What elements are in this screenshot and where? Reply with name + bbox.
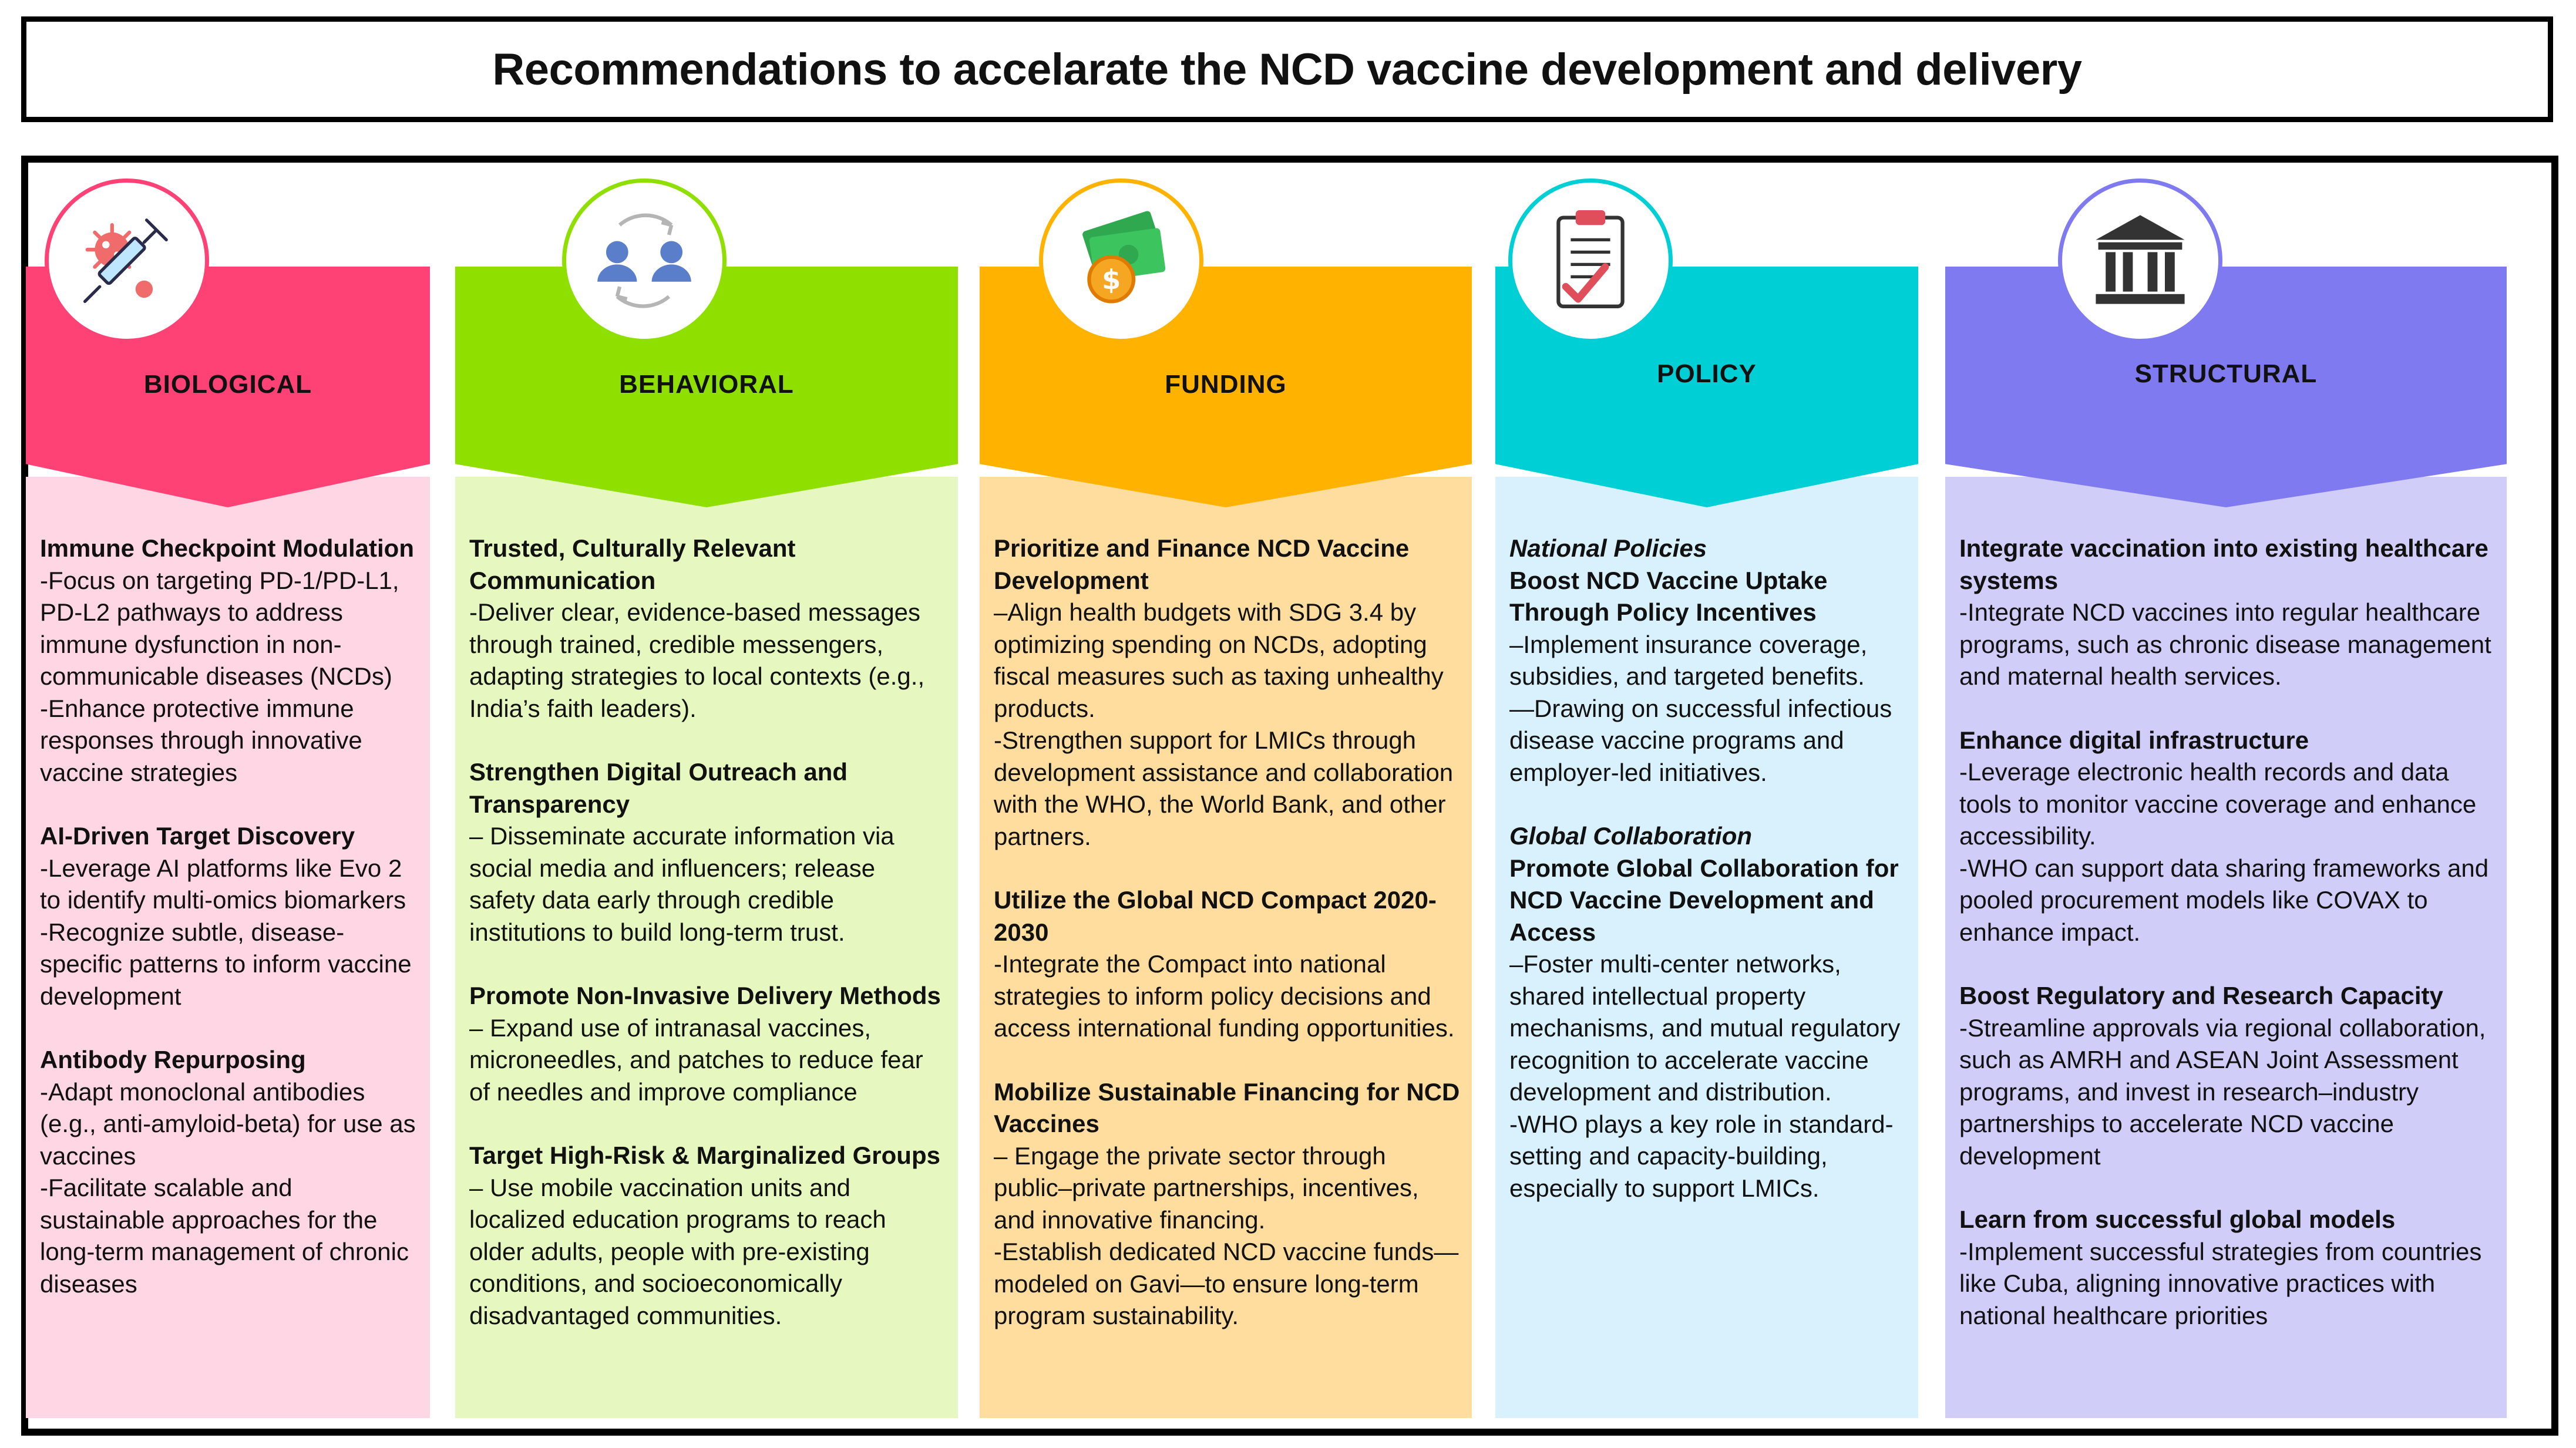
- section-heading: Mobilize Sustainable Financing for NCD Vaccines: [994, 1077, 1460, 1137]
- section-text: -Focus on targeting PD-1/PD-L1, PD-L2 pathways to address immune dysfunction in non-communicable diseases (NCDs): [40, 566, 399, 690]
- recommendation-section: [994, 1076, 1460, 1332]
- section-text: -WHO plays a key role in standard-setting and capacity-building, especially to support LMICs.: [1509, 1110, 1894, 1202]
- column-label: BIOLOGICAL: [143, 370, 312, 399]
- section-text: – Disseminate accurate information via social media and influencers; release safety data early through credible institutions to build long-term trust.: [469, 822, 894, 946]
- section-heading: Promote Non-Invasive Delivery Methods: [469, 982, 941, 1009]
- section-text: -Integrate NCD vaccines into regular healthcare programs, such as chronic disease management and maternal health services.: [1959, 598, 2491, 690]
- section-heading: Immune Checkpoint Modulation: [40, 534, 414, 562]
- recommendation-section: [40, 820, 418, 1012]
- column-label: POLICY: [1657, 359, 1757, 388]
- recommendation-section: [1509, 820, 1906, 1204]
- column-icon-circle: [2058, 179, 2222, 343]
- recommendation-section: [469, 980, 946, 1108]
- section-text: – Use mobile vaccination units and localized education programs to reach older adults, people with pre-existing conditions, and socioeconomically disadvantaged communities.: [469, 1173, 886, 1329]
- section-text: –Implement insurance coverage, subsidies, and targeted benefits.: [1509, 630, 1868, 690]
- section-heading: Boost Regulatory and Research Capacity: [1959, 982, 2443, 1009]
- column-icon-circle: [1508, 179, 1673, 343]
- column-label: STRUCTURAL: [2134, 359, 2318, 388]
- section-heading: Antibody Repurposing: [40, 1046, 306, 1073]
- section-text: -Enhance protective immune responses through innovative vaccine strategies: [40, 694, 362, 786]
- column-behavioral: [455, 7, 958, 1416]
- section-text: –Foster multi-center networks, shared intellectual property mechanisms, and mutual regulatory recognition to accelerate vaccine development and distribution.: [1509, 950, 1901, 1106]
- section-heading: Boost NCD Vaccine Uptake Through Policy Incentives: [1509, 566, 1828, 626]
- section-heading: Enhance digital infrastructure: [1959, 726, 2309, 754]
- section-text: – Expand use of intranasal vaccines, microneedles, and patches to reduce fear of needles and improve compliance: [469, 1013, 923, 1106]
- section-heading: Promote Global Collaboration for NCD Vaccine Development and Access: [1509, 854, 1899, 946]
- section-text: -Recognize subtle, disease-specific patterns to inform vaccine development: [40, 918, 412, 1010]
- section-text: -Leverage AI platforms like Evo 2 to identify multi-omics biomarkers: [40, 854, 406, 914]
- section-heading: Prioritize and Finance NCD Vaccine Development: [994, 534, 1410, 594]
- column-structural: [1945, 7, 2507, 1416]
- section-heading: Target High-Risk & Marginalized Groups: [469, 1141, 940, 1169]
- recommendation-section: [1959, 725, 2495, 949]
- clipboard-check-icon: [1529, 198, 1652, 324]
- vaccine-syringe-virus-icon: [65, 198, 189, 324]
- recommendation-section: [40, 533, 418, 789]
- section-text: –Align health budgets with SDG 3.4 by optimizing spending on NCDs, adopting fiscal measures such as taxing unhealthy products.: [994, 598, 1444, 722]
- column-icon-circle: [562, 179, 727, 343]
- section-text: -Facilitate scalable and sustainable approaches for the long-term management of chronic diseases: [40, 1174, 409, 1298]
- money-coin-icon: [1060, 198, 1183, 324]
- section-text: – Engage the private sector through public–private partnerships, incentives, and innovative financing.: [994, 1141, 1419, 1234]
- section-text: -Adapt monoclonal antibodies (e.g., anti-amyloid-beta) for use as vaccines: [40, 1077, 416, 1170]
- section-heading: Integrate vaccination into existing healthcare systems: [1959, 534, 2488, 594]
- column-content: [1959, 533, 2495, 1363]
- section-text: -Integrate the Compact into national strategies to inform policy decisions and access international funding opportunities.: [994, 950, 1455, 1042]
- section-heading: Strengthen Digital Outreach and Transparency: [469, 758, 848, 818]
- column-icon-circle: [1039, 179, 1203, 343]
- recommendation-section: [469, 1140, 946, 1332]
- recommendation-section: [1959, 980, 2495, 1172]
- section-text: -WHO can support data sharing frameworks and pooled procurement models like COVAX to enhance impact.: [1959, 854, 2489, 946]
- svg-text:$: $: [1102, 263, 1121, 295]
- section-text: -Implement successful strategies from countries like Cuba, aligning innovative practices with national healthcare priorities: [1959, 1237, 2482, 1329]
- column-label: BEHAVIORAL: [619, 370, 794, 399]
- recommendations-frame: [21, 156, 2558, 1436]
- recommendation-section: [994, 884, 1460, 1045]
- section-text: -Streamline approvals via regional collaboration, such as AMRH and ASEAN Joint Assessment programs, and invest in research–industry partnerships to accelerate NCD vaccine development: [1959, 1013, 2486, 1170]
- section-heading: Learn from successful global models: [1959, 1205, 2396, 1233]
- column-content: [40, 533, 418, 1332]
- column-content: [1509, 533, 1906, 1236]
- institution-building-icon: [2079, 198, 2202, 324]
- recommendation-section: [469, 756, 946, 948]
- recommendation-section: [994, 533, 1460, 853]
- column-policy: [1495, 7, 1918, 1416]
- section-text: -Strengthen support for LMICs through development assistance and collaboration with the WHO, the World Bank, and other partners.: [994, 726, 1454, 850]
- section-subheading: Global Collaboration: [1509, 822, 1753, 850]
- section-heading: Trusted, Culturally Relevant Communication: [469, 534, 796, 594]
- recommendation-section: [1959, 1204, 2495, 1332]
- section-text: -Deliver clear, evidence-based messages through trained, credible messengers, adapting strategies to local contexts (e.g., India’s faith leaders).: [469, 598, 925, 722]
- section-subheading: National Policies: [1509, 534, 1707, 562]
- page-title: Recommendations to accelarate the NCD vaccine development and delivery: [21, 16, 2553, 122]
- column-icon-circle: [45, 179, 209, 343]
- column-content: [994, 533, 1460, 1364]
- section-heading: AI-Driven Target Discovery: [40, 822, 355, 850]
- recommendation-section: [40, 1044, 418, 1300]
- section-text: -Establish dedicated NCD vaccine funds—modeled on Gavi—to ensure long-term program sustainability.: [994, 1238, 1459, 1329]
- recommendation-section: [1509, 533, 1906, 789]
- column-funding: [980, 7, 1472, 1416]
- column-content: [469, 533, 946, 1363]
- section-text: -Leverage electronic health records and data tools to monitor vaccine coverage and enhance accessibility.: [1959, 758, 2477, 850]
- recommendation-section: [469, 533, 946, 725]
- section-heading: Utilize the Global NCD Compact 2020-2030: [994, 886, 1437, 946]
- recommendation-section: [1959, 533, 2495, 693]
- column-label: FUNDING: [1165, 370, 1287, 399]
- people-exchange-icon: [583, 198, 706, 324]
- section-text: —Drawing on successful infectious disease vaccine programs and employer-led initiatives.: [1509, 694, 1892, 786]
- column-biological: [26, 7, 430, 1416]
